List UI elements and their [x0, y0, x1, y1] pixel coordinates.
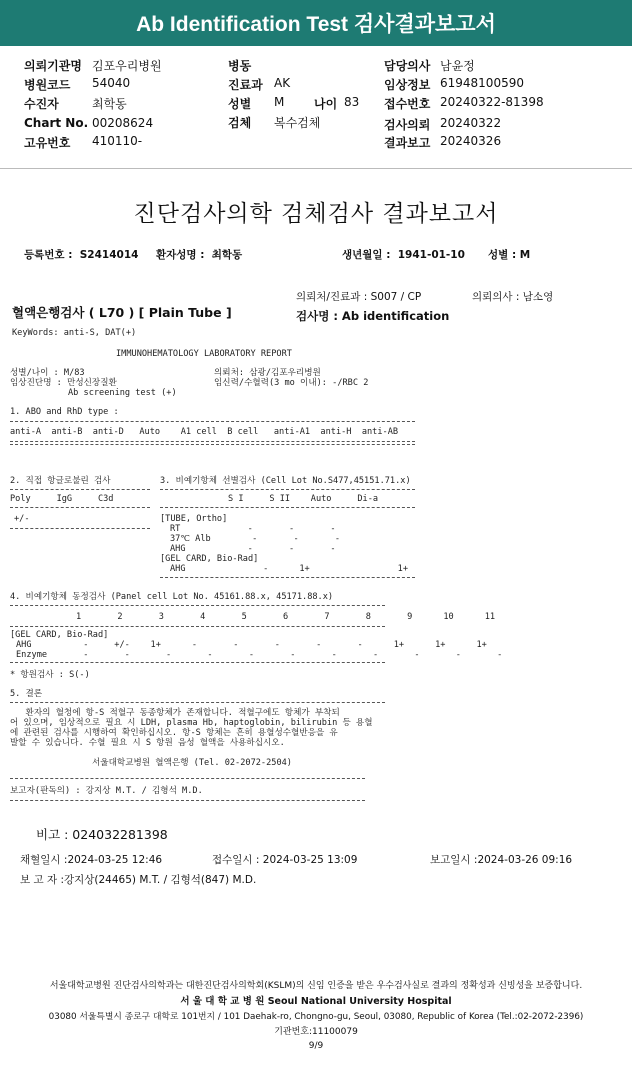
conclusion-line: 환자의 혈청에 항-S 적혈구 동종항체가 존재합니다. 적혈구에도 항체가 부착되: [10, 708, 340, 718]
header-label: 나이: [314, 97, 338, 111]
header-value: M: [274, 95, 285, 109]
patient-sex-age: 성별/나이 : M/83: [10, 368, 85, 378]
header-label: 수진자: [24, 97, 59, 111]
header-value: 남윤정: [440, 59, 475, 73]
header-label: 성별: [228, 97, 252, 111]
header-value: 54040: [92, 76, 131, 90]
conclusion-line: 에 관련된 검사를 시행하여 확인하십시오. 항-S 항체는 흔히 용혈성수혈반응을 유: [10, 728, 338, 738]
section-dat-title: 2. 직접 항글로불린 검사: [10, 476, 111, 486]
header-value: AK: [274, 76, 291, 90]
screening-row-37: 37℃ Alb - - -: [170, 534, 341, 544]
panel-gel-method: [GEL CARD, Bio-Rad]: [10, 630, 109, 640]
section-screening-title: 3. 비예기항체 선별검사 (Cell Lot No.S477,45151.71.x): [160, 476, 411, 486]
rule: [10, 605, 385, 606]
clinical-diagnosis: 임상진단명 : 만성신장질환: [10, 378, 117, 388]
rule: [10, 626, 385, 627]
hospital-name: 서 울 대 학 교 병 원 Seoul National University Hospital: [180, 996, 452, 1007]
certification-note: 서울대학교병원 진단검사의학과는 대한진단검사의학회(KSLM)의 신임 인증을 받은 우수검사실로 결과의 정확성과 신빙성을 보증합니다.: [49, 981, 583, 991]
header-value: 최학동: [92, 97, 127, 111]
header-label: 접수번호: [384, 97, 431, 111]
keywords: KeyWords: anti-S, DAT(+): [12, 328, 137, 338]
ordering-doctor: 의뢰의사 : 남소영: [472, 291, 554, 303]
header-value: 복수검체: [274, 116, 321, 130]
rule: [10, 421, 415, 422]
dat-values: +/-: [14, 514, 30, 524]
header-label: 병원코드: [24, 78, 71, 92]
date-of-birth: 생년월일 : 1941-01-10: [342, 249, 465, 261]
screening-columns: S I S II Auto Di-a: [228, 494, 379, 504]
header-label: 검사의뢰: [384, 118, 431, 132]
header-label: 병동: [228, 59, 252, 73]
page-number: 9/9: [308, 1041, 324, 1051]
rule: [10, 489, 150, 490]
lab-report-title: IMMUNOHEMATOLOGY LABORATORY REPORT: [116, 349, 292, 359]
patient-sex: 성별 : M: [488, 249, 531, 261]
panel-cell-numbers: 1 2 3 4 5 6 7 8 9 10 11: [76, 612, 496, 622]
header-label: 검체: [228, 116, 252, 130]
referral-hospital: 의뢰처: 삼광/김포우리병원: [214, 368, 321, 378]
reporter-line: 보고자(판독의) : 강지상 M.T. / 김형석 M.D.: [10, 786, 203, 796]
header-label: 고유번호: [24, 136, 71, 150]
test-name: 검사명 : Ab identification: [296, 309, 450, 323]
rule: [160, 507, 415, 508]
header-label: Chart No.: [24, 116, 89, 130]
banner-title: Ab Identification Test 검사결과보고서: [136, 13, 496, 36]
header-label: 진료과: [228, 78, 263, 92]
header-value: 410110-: [92, 134, 143, 148]
screening-result: Ab screening test (+): [68, 388, 177, 398]
screening-row-ahg: AHG - - -: [170, 544, 336, 554]
panel-row-ahg: AHG - +/- 1+ - - - - - 1+ 1+ 1+: [16, 640, 487, 650]
receipt-time: 접수일시 : 2024-03-25 13:09: [212, 854, 358, 866]
conclusion-line: 발할 수 있습니다. 수혈 필요 시 S 항원 음성 혈액을 사용하십시오.: [10, 738, 285, 748]
panel-row-enzyme: Enzyme - - - - - - - - - - -: [16, 650, 503, 660]
patient-name: 환자성명 : 최학동: [156, 249, 243, 261]
rule: [10, 702, 385, 703]
header-value: 83: [344, 95, 360, 109]
institution-number: 기관번호:11100079: [274, 1027, 358, 1037]
header-value: 20240322: [440, 116, 502, 130]
conclusion-line: 어 있으며, 임상적으로 필요 시 LDH, plasma Hb, haptoglobin, bilirubin 등 용혈: [10, 718, 373, 728]
registration-number: 등록번호 : S2414014: [24, 249, 139, 261]
screening-row-rt: RT - - -: [170, 524, 336, 534]
department: 의뢰처/진료과 : S007 / CP: [296, 291, 422, 303]
rule: [10, 800, 365, 801]
rule: [160, 577, 415, 578]
header-label: 의뢰기관명: [24, 59, 82, 73]
hospital-address: 03080 서울특별시 종로구 대학로 101번지 / 101 Daehak-ro, Chongno-gu, Seoul, 03080, Republic of Korea (Tel.:02-2072-2396): [48, 1012, 584, 1022]
header-label: 임상정보: [384, 78, 431, 92]
header-value: 61948100590: [440, 76, 524, 90]
dat-columns: Poly IgG C3d: [10, 494, 114, 504]
pregnancy-transfusion: 임신력/수혈력(3 mo 이내): -/RBC 2: [214, 378, 369, 388]
header-value: 20240322-81398: [440, 95, 544, 109]
blood-bank-contact: 서울대학교병원 혈액은행 (Tel. 02-2072-2504): [92, 758, 292, 768]
rule: [10, 662, 385, 663]
header-value: 00208624: [92, 116, 154, 130]
tube-method: [TUBE, Ortho]: [160, 514, 228, 524]
section-identification-title: 4. 비예기항체 동정검사 (Panel cell Lot No. 45161.88.x, 45171.88.x): [10, 592, 334, 602]
rule: [10, 778, 365, 779]
specimen-title: 혈액은행검사 ( L70 ) [ Plain Tube ]: [12, 305, 232, 320]
header-divider: [0, 168, 632, 169]
screening-gel-ahg: AHG - 1+ 1+: [170, 564, 408, 574]
header-value: 20240326: [440, 134, 502, 148]
report-banner: [0, 0, 632, 46]
rule: [160, 489, 415, 490]
antigen-test: * 항원검사 : S(-): [10, 670, 90, 680]
reporter-signature: 보 고 자 :강지상(24465) M.T. / 김형석(847) M.D.: [20, 874, 257, 886]
report-title: 진단검사의학 검체검사 결과보고서: [133, 201, 499, 227]
abo-columns: anti-A anti-B anti-D Auto A1 cell B cell anti-A1 anti-H anti-AB: [10, 427, 399, 437]
rule: [10, 507, 150, 508]
report-time: 보고일시 :2024-03-26 09:16: [430, 854, 573, 866]
rule: [10, 444, 415, 445]
header-label: 담당의사: [384, 59, 431, 73]
rule: [10, 441, 415, 442]
header-value: 김포우리병원: [92, 59, 162, 73]
gel-method: [GEL CARD, Bio-Rad]: [160, 554, 259, 564]
section-abo-title: 1. ABO and RhD type :: [10, 407, 119, 417]
section-conclusion-title: 5. 결론: [10, 689, 43, 699]
remark: 비고 : 024032281398: [36, 827, 168, 842]
rule: [10, 528, 150, 529]
collection-time: 채혈일시 :2024-03-25 12:46: [20, 854, 163, 866]
header-label: 결과보고: [384, 136, 431, 150]
